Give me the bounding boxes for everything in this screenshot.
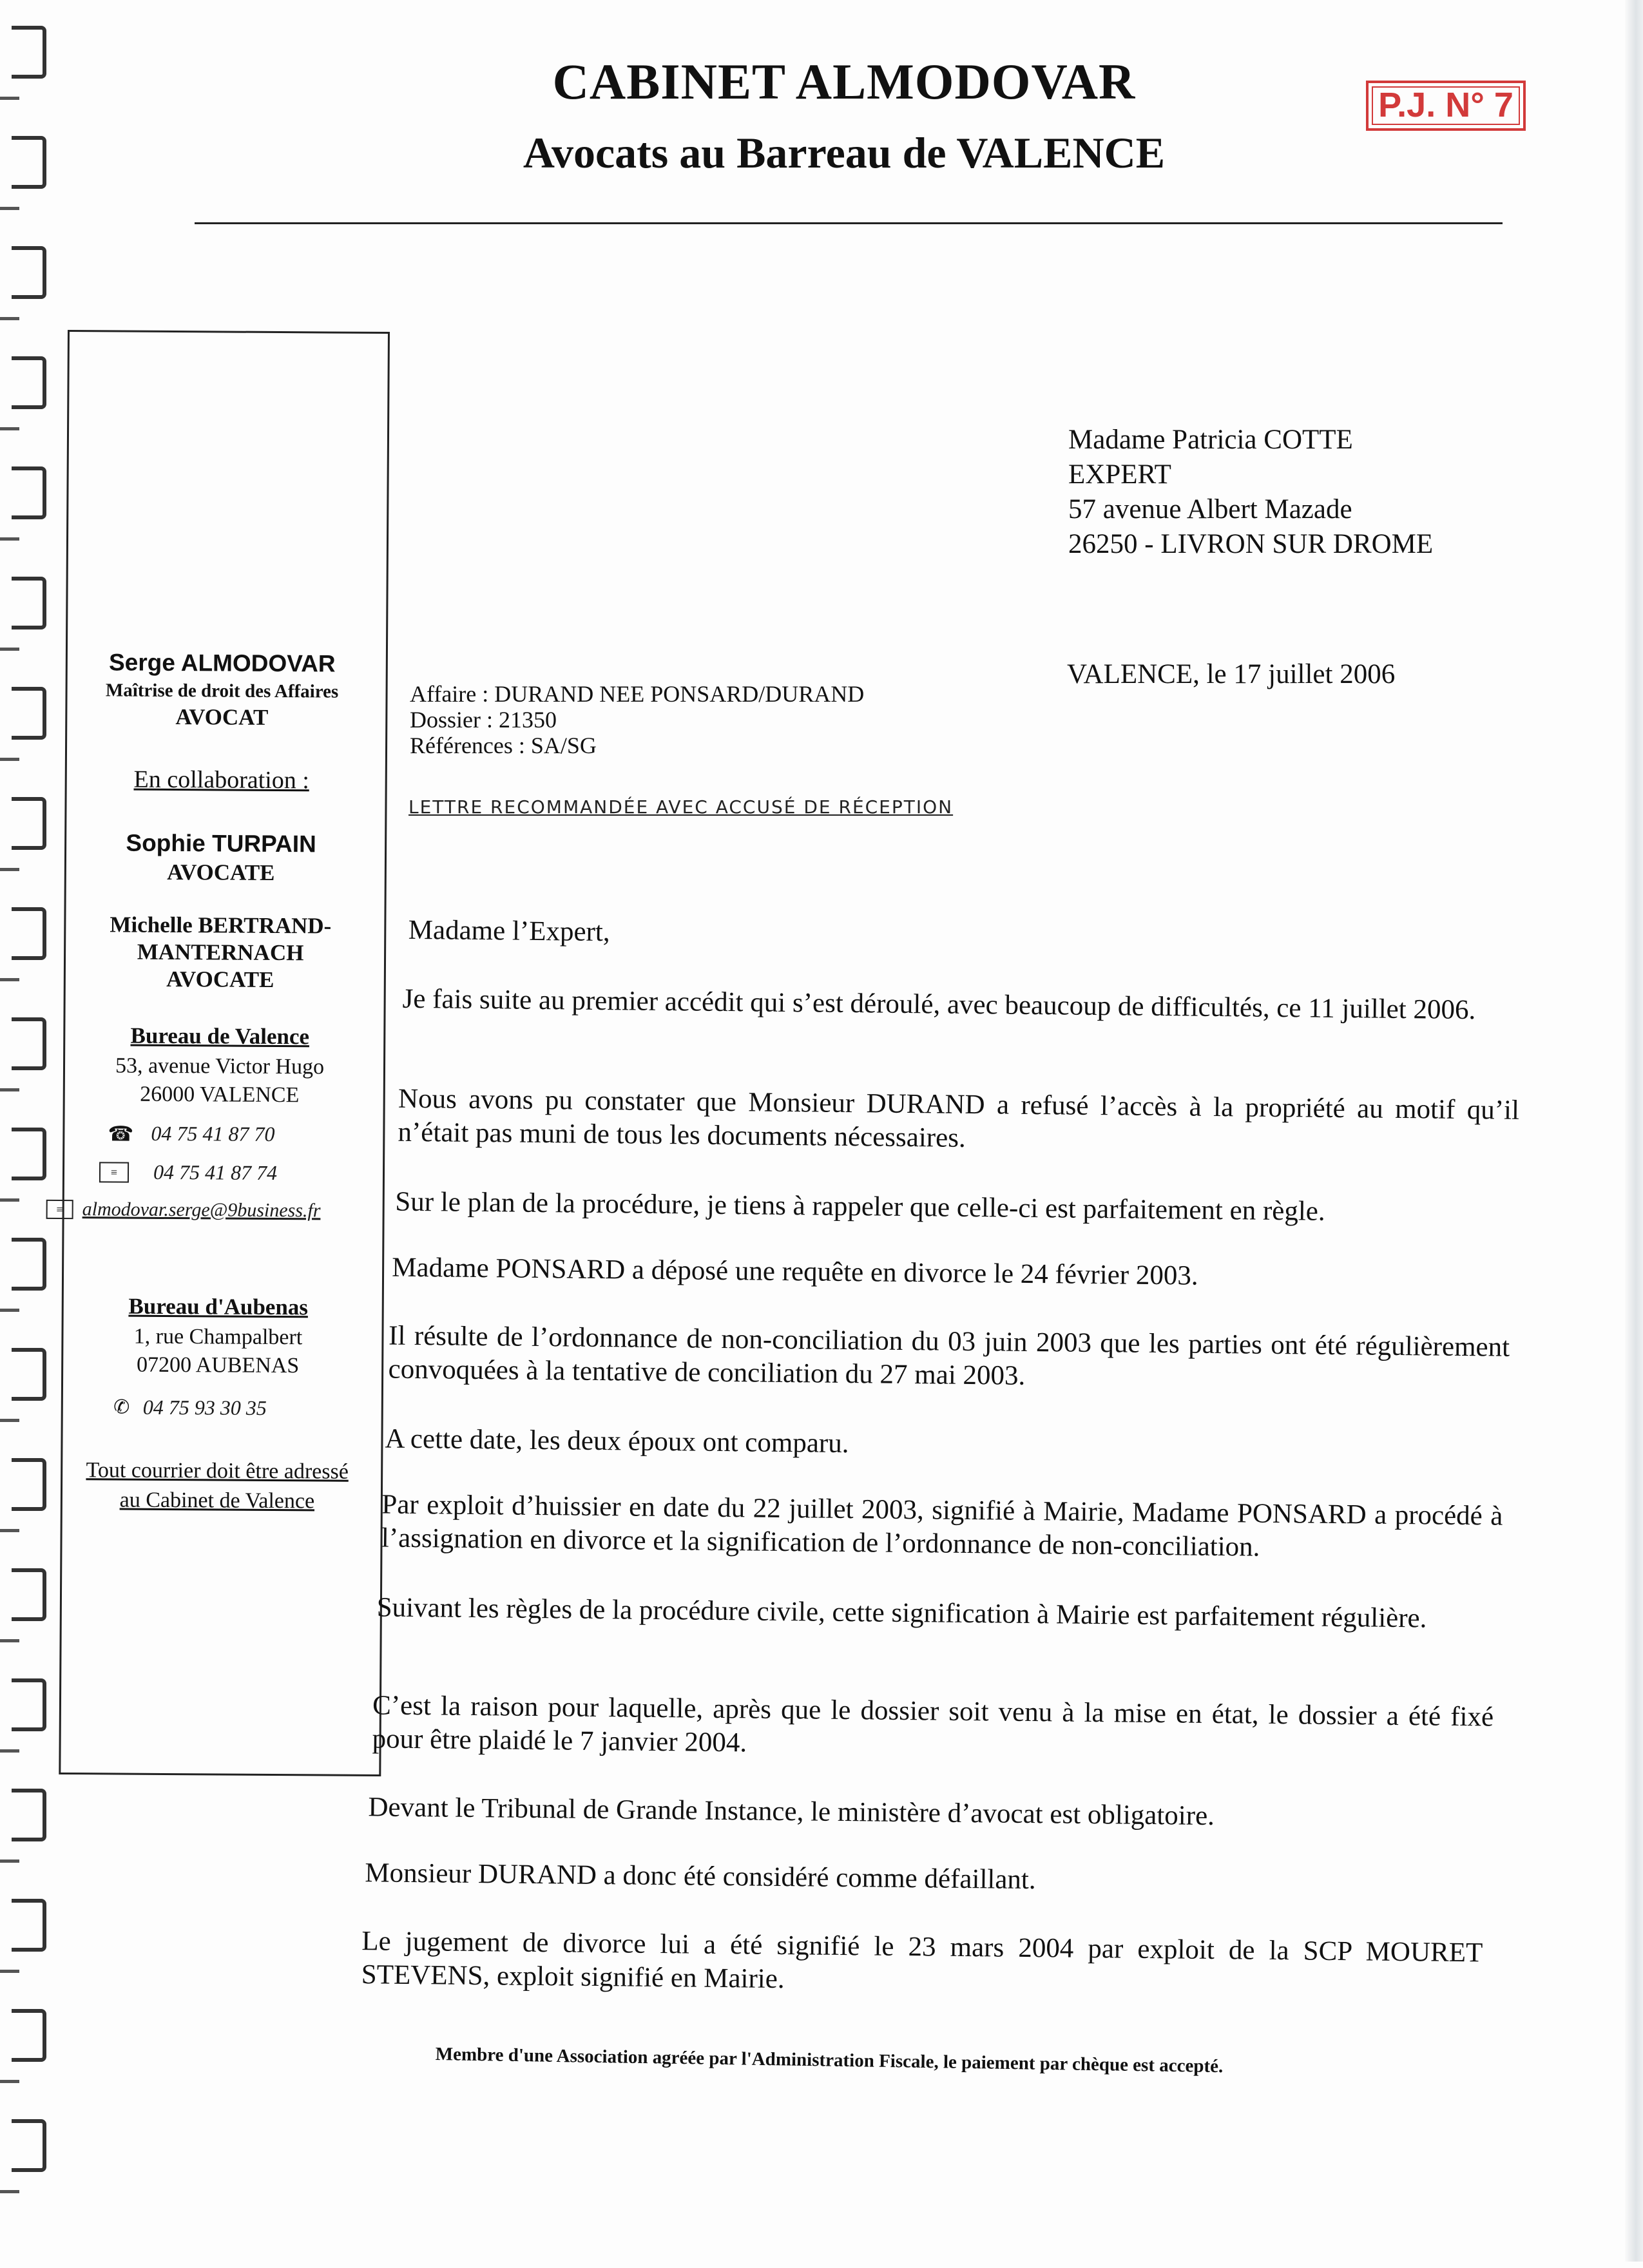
registered-mail-mention: LETTRE RECOMMANDÉE AVEC ACCUSÉ DE RÉCEPTION: [408, 796, 954, 818]
office-aubenas-city: 07200 AUBENAS: [136, 1352, 300, 1378]
mail-note-line2: au Cabinet de Valence: [119, 1488, 315, 1514]
paragraph: Madame PONSARD a déposé une requête en divorce le 24 février 2003.: [392, 1252, 1198, 1291]
collaborator-2-name: Michelle BERTRAND-: [110, 912, 332, 939]
office-valence-email[interactable]: almodovar.serge@9business.fr: [82, 1198, 321, 1222]
phone-icon: ☎: [108, 1121, 134, 1146]
paragraph: C’est la raison pour laquelle, après que le dossier soit venu à la mise en état, le dossier a été fixé pour être plaidé le 7 janvier 2004.: [372, 1690, 1494, 1758]
paragraph: Je fais suite au premier accédit qui s’est déroulé, avec beaucoup de difficultés, ce 11 juillet 2006.: [402, 983, 1476, 1026]
firm-subtitle: Avocats au Barreau de VALENCE: [523, 128, 1166, 177]
paragraph: Monsieur DURAND a donc été considéré comme défaillant.: [365, 1858, 1036, 1896]
paragraph: Nous avons pu constater que Monsieur DURAND a refusé l’accès à la propriété au motif qu’il n’était pas muni de tous les documents nécessaires.: [398, 1083, 1520, 1153]
recipient-name: Madame Patricia COTTE: [1068, 425, 1353, 455]
collaborator-1-name: Sophie TURPAIN: [126, 829, 316, 858]
recipient-city: 26250 - LIVRON SUR DROME: [1068, 529, 1434, 559]
firm-name: CABINET ALMODOVAR: [552, 53, 1136, 110]
paragraph: Suivant les règles de la procédure civile, cette signification à Mairie est parfaitement régulière.: [376, 1592, 1427, 1634]
paragraph: Il résulte de l’ordonnance de non-conciliation du 03 juin 2003 que les parties ont été régulièrement convoquées à la tentative de conciliation du 27 mai 2003.: [388, 1320, 1510, 1391]
office-valence-fax: 04 75 41 87 74: [153, 1160, 278, 1185]
paragraph: Sur le plan de la procédure, je tiens à rappeler que celle-ci est parfaitement en règle.: [395, 1186, 1325, 1227]
partner-degree: Maîtrise de droit des Affaires: [105, 680, 339, 702]
collaboration-heading: En collaboration :: [133, 765, 309, 794]
footer-note: Membre d'une Association agréée par l'Administration Fiscale, le paiement par chèque est accepté.: [435, 2044, 1224, 2077]
partner-name: Serge ALMODOVAR: [108, 649, 336, 677]
office-valence-address: 53, avenue Victor Hugo: [115, 1053, 325, 1079]
paragraph: Le jugement de divorce lui a été signifié le 23 mars 2004 par exploit de la SCP MOURET STEVENS, exploit signifié en Mairie.: [361, 1926, 1483, 1995]
phone-small-icon: ✆: [113, 1396, 130, 1418]
collaborator-1-title: AVOCATE: [167, 859, 275, 885]
office-aubenas-heading: Bureau d'Aubenas: [128, 1293, 309, 1320]
recipient-street: 57 avenue Albert Mazade: [1068, 494, 1352, 524]
office-valence-phone: 04 75 41 87 70: [151, 1121, 275, 1146]
recipient-title: EXPERT: [1068, 459, 1171, 490]
paragraph: Par exploit d’huissier en date du 22 juillet 2003, signifié à Mairie, Madame PONSARD a procédé à l’assignation en divorce et la signification de l’ordonnance de non-conciliation.: [381, 1489, 1503, 1562]
date-line: VALENCE, le 17 juillet 2006: [1067, 659, 1396, 689]
office-valence-heading: Bureau de Valence: [130, 1023, 310, 1050]
partner-title: AVOCAT: [175, 704, 269, 730]
office-aubenas-address: 1, rue Champalbert: [133, 1324, 303, 1350]
paragraph: Devant le Tribunal de Grande Instance, le ministère d’avocat est obligatoire.: [368, 1792, 1215, 1832]
reference-refs: Références : SA/SG: [410, 733, 597, 758]
collaborator-2-name-cont: MANTERNACH: [137, 939, 304, 966]
salutation: Madame l’Expert,: [408, 914, 610, 948]
office-aubenas-phone: 04 75 93 30 35: [142, 1395, 267, 1419]
office-valence-city: 26000 VALENCE: [140, 1082, 300, 1108]
paragraph: A cette date, les deux époux ont comparu.: [385, 1423, 849, 1459]
email-icon: ≡: [46, 1200, 73, 1219]
reference-affaire: Affaire : DURAND NEE PONSARD/DURAND: [410, 681, 865, 707]
collaborator-2-title: AVOCATE: [166, 966, 274, 992]
reference-dossier: Dossier : 21350: [410, 707, 557, 733]
mail-note-line1: Tout courrier doit être adressé: [86, 1458, 349, 1484]
fax-icon: ≡: [99, 1162, 129, 1182]
exhibit-stamp: P.J. N° 7: [1366, 81, 1526, 131]
